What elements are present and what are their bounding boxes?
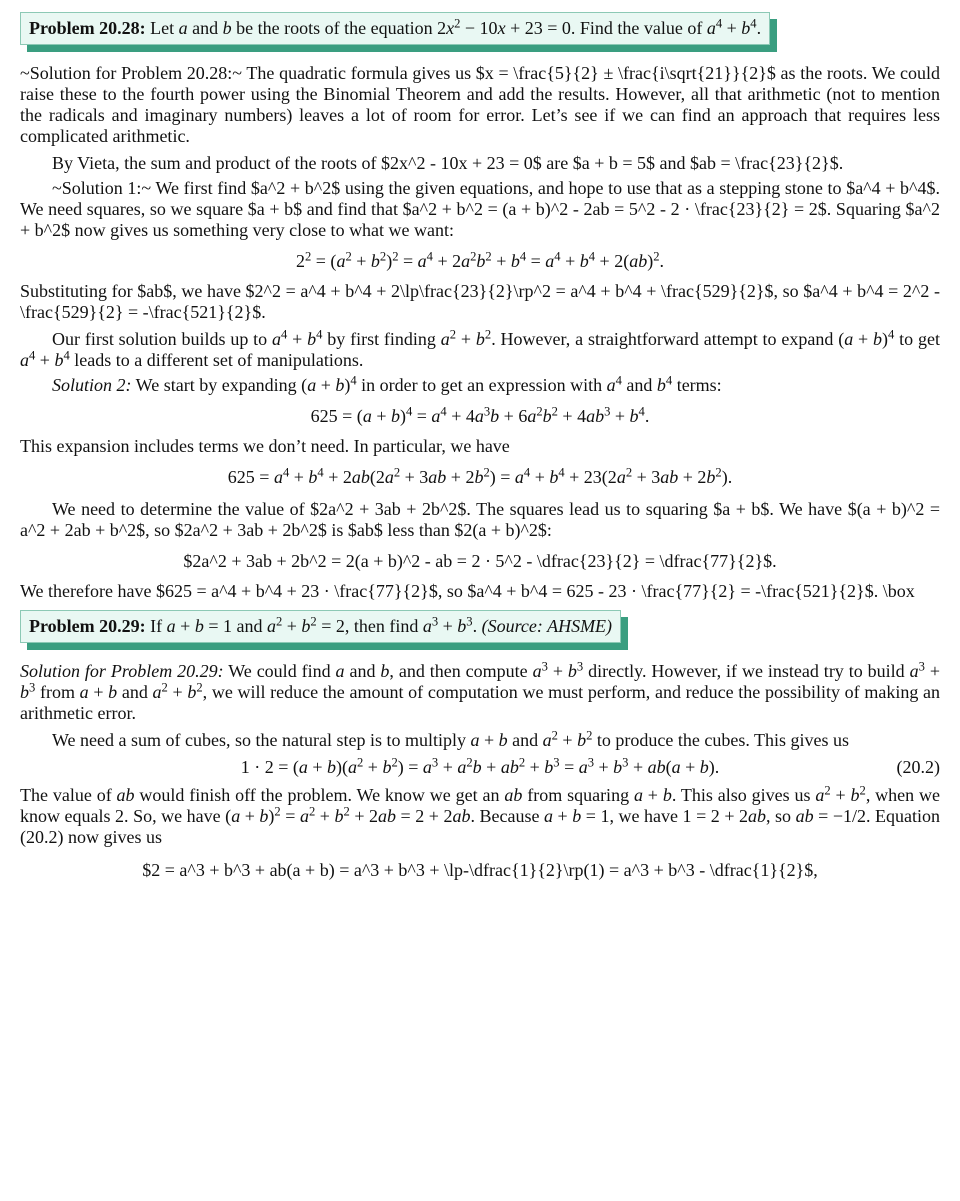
sum-cubes-paragraph: We need a sum of cubes, so the natural step is to multiply a + b and $a^2 + b^2$ to produce the cubes. This gives us [52, 728, 849, 750]
expansion-paragraph: This expansion includes terms we don’t need. In particular, we have [20, 436, 510, 456]
problem-box-20-28: Problem 20.28: Let a and b be the roots of the equation $2x^2 - 10x + 23 = 0$. Find the value of $a^4 + b^4$. [20, 12, 770, 45]
solution-intro-20-29: Solution for Problem 20.29: We could find a and b, and then compute $a^3 + b^3$ directly. However, if we instead try to build $a^3 + b^3$ from a + b and $a^2 + b^2$, we will reduce the amount of computation we must perform, and reduce the possibility of making an arithmetic error. [20, 659, 940, 723]
conclusion-paragraph: We therefore have $625 = a^4 + b^4 + 23 · \frac{77}{2}$, so $a^4 + b^4 = 625 - 23 · \frac{77}{2} = -\frac{521}{2}$. \box [20, 581, 915, 601]
solution-intro-20-28: ~Solution for Problem 20.28:~ The quadratic formula gives us $x = \frac{5}{2} ± \frac{i\sqrt{21}}{2}$ as the roots. We could raise these to the fourth power using the Binomial Theorem and add the results. However, all that arithmetic (not to mention the radicals and imaginary numbers) leaves a lot of room for error. Let’s see if we can find an approach that requires less complicated arithmetic. [20, 63, 940, 146]
transition-paragraph: Our first solution builds up to $a^4 + b^4$ by first finding $a^2 + b^2$. However, a straightforward attempt to expand $(a + b)^4$ to get $a^4 + b^4$ leads to a different set of manipulations. [20, 327, 940, 370]
equation-expansion: $625 = (a + b)^4 = a^4 + 4a^3b + 6a^2b^2 + 4ab^3 + b^4$. [310, 404, 650, 426]
equation-final: $2 = a^3 + b^3 + ab(a + b) = a^3 + b^3 + \lp-\dfrac{1}{2}\rp(1) = a^3 + b^3 - \dfrac{1}{2}$, [142, 860, 818, 880]
equation-squares: $2^2 = (a^2 + b^2)^2 = a^4 + 2a^2b^2 + b^4 = a^4 + b^4 + 2(ab)^2$. [295, 249, 664, 271]
determine-paragraph: We need to determine the value of $2a^2 + 3ab + 2b^2$. The squares lead us to squaring $a + b$. We have $(a + b)^2 = a^2 + 2ab + b^2$, so $2a^2 + 3ab + 2b^2$ is $ab$ less than $2(a + b)^2$: [20, 499, 940, 540]
equation-20-2 [20, 755, 940, 779]
solution-2-paragraph: Solution 2: We start by expanding $(a + b)^4$ in order to get an expression with $a^4$ and $b^4$ terms: [52, 373, 722, 395]
vieta-paragraph: By Vieta, the sum and product of the roots of $2x^2 - 10x + 23 = 0$ are $a + b = 5$ and $ab = \frac{23}{2}$. [52, 153, 844, 173]
solution-1-paragraph: ~Solution 1:~ We first find $a^2 + b^2$ using the given equations, and hope to use that as a stepping stone to $a^4 + b^4$. We need squares, so we square $a + b$ and find that $a^2 + b^2 = (a + b)^2 - 2ab = 5^2 - 2 · \frac{23}{2} = 2$. Squaring $a^2 + b^2$ now gives us something very close to what we want: [20, 178, 940, 240]
value-ab-paragraph: The value of ab would finish off the problem. We know we get an ab from squaring a + b. This also gives us $a^2 + b^2$, when we know equals 2. So, we have $(a + b)^2 = a^2 + b^2 + 2ab = 2 + 2ab$. Because a + b = 1, we have 1 = 2 + 2ab, so ab = −1/2. Equation (20.2) now gives us [20, 783, 941, 847]
equation-77-over-2: $2a^2 + 3ab + 2b^2 = 2(a + b)^2 - ab = 2 · 5^2 - \dfrac{23}{2} = \dfrac{77}{2}$. [183, 551, 777, 571]
substituting-paragraph: Substituting for $ab$, we have $2^2 = a^4 + b^4 + 2\lp\frac{23}{2}\rp^2 = a^4 + b^4 + \frac{529}{2}$, so $a^4 + b^4 = 2^2 - \frac{529}{2} = -\frac{521}{2}$. [20, 281, 940, 322]
equation-number: (20.2) [896, 757, 940, 777]
equation-625: $625 = a^4 + b^4 + 2ab(2a^2 + 3ab + 2b^2) = a^4 + b^4 + 23(2a^2 + 3ab + 2b^2)$. [227, 465, 733, 487]
equation-20-2-body: $1 \cdot 2 = (a + b)(a^2 + b^2) = a^3 + a^2b + ab^2 + b^3 = a^3 + b^3 + ab(a + b)$. [240, 755, 720, 777]
problem-box-20-29: Problem 20.29: If a + b = 1 and $a^2 + b^2 = 2$, then find $a^3 + b^3$. (Source: AHSME) [20, 610, 621, 643]
